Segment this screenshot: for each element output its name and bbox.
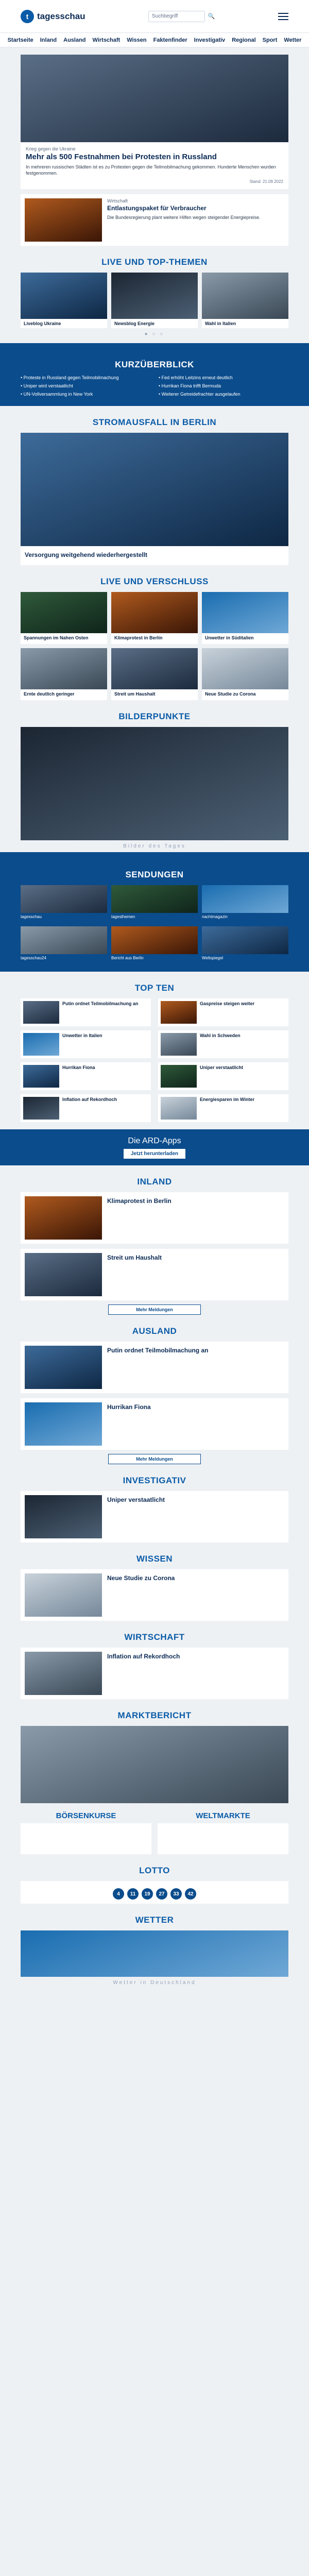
teaser-headline[interactable]: Uniper verstaatlicht xyxy=(107,1496,165,1504)
card-caption: Liveblog Ukraine xyxy=(24,321,61,327)
menu-icon[interactable] xyxy=(278,13,288,20)
card-caption: Unwetter in Süditalien xyxy=(205,635,254,640)
topten-caption: Wahl in Schweden xyxy=(200,1033,241,1039)
nav-item[interactable]: Faktenfinder xyxy=(153,37,187,43)
section-topten: TOP TEN xyxy=(134,983,175,993)
teaser-row[interactable] xyxy=(21,1648,288,1699)
top-bar xyxy=(0,0,309,33)
section-live: LIVE UND TOP-THEMEN xyxy=(101,257,208,267)
lotto-ball: 19 xyxy=(142,1888,153,1900)
section-kurz: KURZÜBERBLICK xyxy=(115,360,194,370)
grid-card[interactable] xyxy=(111,648,198,700)
topten-caption: Gaspreise steigen weiter xyxy=(200,1001,255,1007)
teaser-row[interactable] xyxy=(21,1342,288,1393)
bilder-image[interactable] xyxy=(21,727,288,840)
topten-item[interactable] xyxy=(21,998,151,1026)
section-markt: MARKTBERICHT xyxy=(117,1710,192,1721)
lotto-ball: 27 xyxy=(156,1888,167,1900)
card-caption: Spannungen im Nahen Osten xyxy=(24,635,89,640)
lotto-ball: 11 xyxy=(127,1888,139,1900)
teaser-grid xyxy=(21,592,288,701)
teaser-image xyxy=(25,198,102,242)
topten-item[interactable] xyxy=(158,998,288,1026)
section-investigativ: INVESTIGATIV xyxy=(123,1476,186,1486)
nav-item[interactable]: Wirtschaft xyxy=(92,37,121,43)
lotto-numbers xyxy=(25,1888,284,1900)
kurz-item[interactable]: • Proteste in Russland gegen Teilmobilmachung xyxy=(21,375,150,380)
teaser-row[interactable] xyxy=(21,1192,288,1244)
bilder-caption: Bilder des Tages xyxy=(123,843,186,850)
card-caption: Klimaprotest in Berlin xyxy=(114,635,163,640)
section-wissen: WISSEN xyxy=(136,1554,173,1564)
sendung-title: nachtmagazin xyxy=(202,914,228,920)
teaser-headline[interactable]: Inflation auf Rekordhoch xyxy=(107,1653,180,1660)
lotto-ball: 42 xyxy=(185,1888,196,1900)
nav-item[interactable]: Wissen xyxy=(127,37,147,43)
card-caption: Neue Studie zu Corona xyxy=(205,691,256,697)
search-input[interactable]: Suchbegriff xyxy=(148,11,205,22)
grid-card[interactable] xyxy=(21,648,107,700)
grid-card[interactable] xyxy=(111,592,198,644)
sendung-card[interactable] xyxy=(111,926,198,963)
topten-list xyxy=(21,998,288,1122)
teaser-row[interactable] xyxy=(21,194,288,246)
strom-hero-image[interactable] xyxy=(21,433,288,546)
nav-item[interactable]: Wetter xyxy=(284,37,302,43)
kurzueberblick xyxy=(0,343,309,406)
lead-topline: Krieg gegen die Ukraine xyxy=(26,146,76,151)
section-ausland: AUSLAND xyxy=(132,1326,177,1336)
brand-logo[interactable] xyxy=(21,10,85,23)
carousel-dots[interactable]: ● ○ ○ xyxy=(144,331,165,337)
kurz-item[interactable]: • Weiterer Getreidefrachter ausgelaufen xyxy=(159,392,288,397)
grid-card[interactable] xyxy=(202,592,288,644)
wetter-image[interactable] xyxy=(21,1930,288,1977)
markt-image[interactable] xyxy=(21,1726,288,1803)
kurz-item[interactable]: • Fed erhöht Leitzins erneut deutlich xyxy=(159,375,288,380)
section-strom: STROMAUSFALL IN BERLIN xyxy=(92,417,217,428)
boerse-block xyxy=(21,1811,288,1854)
lead-teaser-text: In mehreren russischen Städten ist es zu Protesten gegen die Teilmobilmachung gekommen. Hunderte Menschen wurden festgenommen. xyxy=(26,164,276,176)
section-wirtschaft: WIRTSCHAFT xyxy=(124,1632,185,1642)
nav-item[interactable]: Sport xyxy=(262,37,278,43)
lead-image xyxy=(21,55,288,142)
teaser-headline[interactable]: Klimaprotest in Berlin xyxy=(107,1197,171,1205)
sendung-card[interactable] xyxy=(202,926,288,963)
topten-item[interactable] xyxy=(21,1030,151,1058)
app-promo xyxy=(0,1129,309,1165)
grid-card[interactable] xyxy=(202,648,288,700)
sendung-title: tagesschau24 xyxy=(21,956,46,961)
section-bilder: BILDERPUNKTE xyxy=(118,711,191,722)
strom-caption-row[interactable] xyxy=(21,546,288,565)
live-card[interactable] xyxy=(202,273,288,328)
search-icon[interactable]: 🔍 xyxy=(208,13,215,20)
topten-caption: Unwetter in Italien xyxy=(62,1033,102,1039)
nav-item[interactable]: Startseite xyxy=(7,37,33,43)
lead-headline[interactable]: Mehr als 500 Festnahmen bei Protesten in Russland xyxy=(26,152,217,161)
teaser-row[interactable] xyxy=(21,1569,288,1621)
sendung-card[interactable] xyxy=(202,885,288,922)
kurz-item[interactable]: • Hurrikan Fiona trifft Bermuda xyxy=(159,383,288,388)
lotto-ball: 33 xyxy=(170,1888,182,1900)
topten-caption: Energiesparen im Winter xyxy=(200,1097,254,1103)
logo-text: tagesschau xyxy=(37,11,85,21)
topten-caption: Putin ordnet Teilmobilmachung an xyxy=(62,1001,139,1007)
logo-mark: t xyxy=(21,10,34,23)
boerse-widget[interactable] xyxy=(21,1823,151,1854)
topten-item[interactable] xyxy=(158,1062,288,1090)
topten-item[interactable] xyxy=(21,1062,151,1090)
sendung-card[interactable] xyxy=(21,926,107,963)
sendung-title: tagesthemen xyxy=(111,914,135,920)
more-button[interactable]: Mehr Meldungen xyxy=(108,1304,201,1315)
search xyxy=(148,11,215,22)
main-nav xyxy=(0,33,309,47)
teaser-headline[interactable]: Neue Studie zu Corona xyxy=(107,1574,175,1582)
sendung-title: Weltspiegel xyxy=(202,956,224,961)
teaser-headline[interactable]: Putin ordnet Teilmobilmachung an xyxy=(107,1347,209,1354)
card-caption: Streit um Haushalt xyxy=(114,691,156,697)
nav-item[interactable]: Investigativ xyxy=(194,37,226,43)
teaser-row[interactable] xyxy=(21,1398,288,1450)
boerse-title: BÖRSENKURSE xyxy=(56,1811,116,1821)
lead-date: Stand: 21.09.2022 xyxy=(249,179,283,184)
card-caption: Wahl in Italien xyxy=(205,321,236,327)
card-caption: Ernte deutlich geringer xyxy=(24,691,75,697)
nav-item[interactable]: Regional xyxy=(232,37,256,43)
teaser-headline[interactable]: Entlastungspaket für Verbraucher xyxy=(107,205,207,212)
more-button[interactable]: Mehr Meldungen xyxy=(108,1454,201,1464)
topten-caption: Hurrikan Fiona xyxy=(62,1065,95,1071)
live-card[interactable] xyxy=(111,273,198,328)
app-promo-title: Die ARD-Apps xyxy=(128,1136,181,1145)
topten-caption: Uniper verstaatlicht xyxy=(200,1065,244,1071)
weltmarkt-widget[interactable] xyxy=(158,1823,288,1854)
teaser-headline[interactable]: Hurrikan Fiona xyxy=(107,1403,151,1411)
live-carousel xyxy=(21,273,288,328)
app-download-button[interactable]: Jetzt herunterladen xyxy=(124,1149,185,1159)
card-caption: Newsblog Energie xyxy=(114,321,155,327)
topten-item[interactable] xyxy=(158,1094,288,1122)
live-card[interactable] xyxy=(21,273,107,328)
topten-item[interactable] xyxy=(21,1094,151,1122)
sendung-title: Bericht aus Berlin xyxy=(111,956,144,961)
lead-teaser[interactable] xyxy=(21,55,288,189)
topten-item[interactable] xyxy=(158,1030,288,1058)
section-wetter: WETTER xyxy=(135,1915,174,1925)
strom-headline[interactable]: Versorgung weitgehend wiederhergestellt xyxy=(25,551,148,559)
section-live2: LIVE UND VERSCHLUSS xyxy=(100,576,209,586)
teaser-topline: Wirtschaft xyxy=(107,198,128,204)
lotto-widget[interactable] xyxy=(21,1881,288,1904)
sendung-card[interactable] xyxy=(111,885,198,922)
section-inland: INLAND xyxy=(137,1177,172,1187)
kurz-item[interactable]: • UN-Vollversammlung in New York xyxy=(21,392,150,397)
topten-caption: Inflation auf Rekordhoch xyxy=(62,1097,117,1103)
nav-item[interactable]: Ausland xyxy=(63,37,86,43)
section-lotto: LOTTO xyxy=(139,1866,170,1876)
nav-item[interactable]: Inland xyxy=(40,37,57,43)
kurz-item[interactable]: • Uniper wird verstaatlicht xyxy=(21,383,150,388)
sendung-title: tagesschau xyxy=(21,914,42,920)
section-sendungen: SENDUNGEN xyxy=(125,870,184,880)
grid-card[interactable] xyxy=(21,592,107,644)
teaser-text: Die Bundesregierung plant weitere Hilfen wegen steigender Energiepreise. xyxy=(107,214,261,220)
sendungen xyxy=(0,852,309,972)
lotto-ball: 4 xyxy=(113,1888,124,1900)
sendung-card[interactable] xyxy=(21,885,107,922)
wetter-caption: Wetter in Deutschland xyxy=(113,1980,196,1986)
teaser-row[interactable] xyxy=(21,1491,288,1543)
teaser-row[interactable] xyxy=(21,1249,288,1300)
teaser-headline[interactable]: Streit um Haushalt xyxy=(107,1254,162,1262)
weltmarkt-title: WELTMARKTE xyxy=(196,1811,250,1821)
